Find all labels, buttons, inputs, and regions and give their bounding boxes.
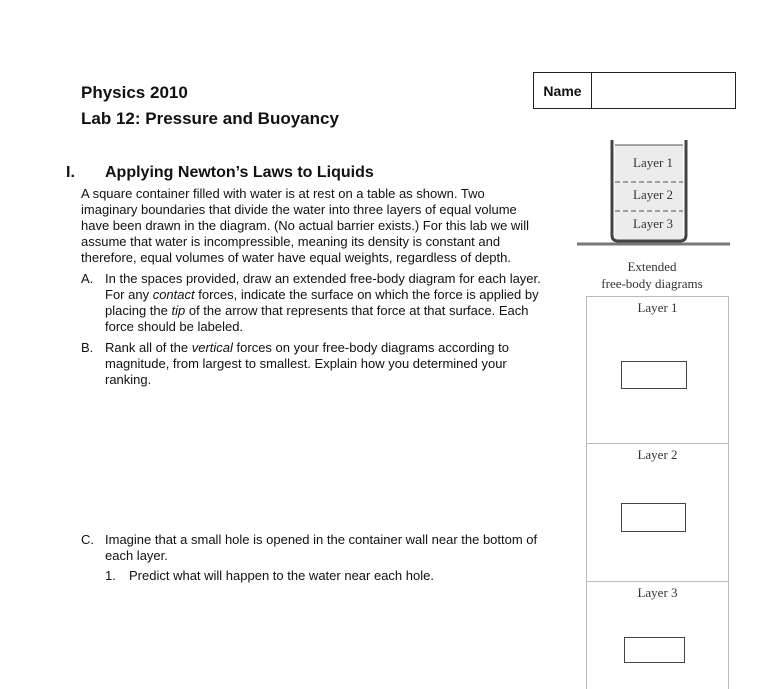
subitem-number: 1. <box>105 568 116 583</box>
layer-label: Layer 2 <box>633 187 674 202</box>
text-run: magnitude, from largest to smallest. Explain how you determined your <box>105 356 507 371</box>
item-letter: A. <box>81 271 94 286</box>
course-title: Physics 2010 <box>81 83 188 102</box>
fbd-panel-layer-3[interactable] <box>586 581 729 689</box>
item-text <box>105 340 509 388</box>
item-line <box>105 303 541 319</box>
layer-label: Layer 1 <box>633 155 674 170</box>
panel-label: Layer 1 <box>637 300 678 315</box>
layer-label: Layer 3 <box>633 216 674 231</box>
text-run: In the spaces provided, draw an extended free-body diagram for each layer. <box>105 271 541 286</box>
answer-box[interactable] <box>621 361 687 389</box>
item-text <box>105 532 537 564</box>
item-line <box>105 340 509 356</box>
answer-box[interactable] <box>624 637 685 663</box>
caption-line2: free-body diagrams <box>601 276 703 291</box>
lab-title: Lab 12: Pressure and Buoyancy <box>81 109 339 128</box>
text-run: force should be labeled. <box>105 319 244 334</box>
item-letter: C. <box>81 532 94 547</box>
section-number: I. <box>66 164 75 181</box>
text-run: For any <box>105 287 153 302</box>
name-field[interactable] <box>533 72 736 109</box>
text-run: Imagine that a small hole is opened in the container wall near the bottom of <box>105 532 538 547</box>
item-letter: B. <box>81 340 94 355</box>
text-run: forces on your free-body diagrams according to <box>232 340 509 355</box>
panel-label: Layer 2 <box>637 447 678 462</box>
emphasis: contact <box>152 287 195 302</box>
emphasis: vertical <box>191 340 233 355</box>
text-run: ranking. <box>105 372 152 387</box>
fbd-panel-layer-2[interactable] <box>586 443 729 582</box>
intro-line: therefore, equal volumes of water have equal weights, regardless of depth. <box>81 250 511 265</box>
intro-line: A square container filled with water is at rest on a table as shown. Two <box>81 186 485 201</box>
intro-line: imaginary boundaries that divide the water into three layers of equal volume <box>81 202 517 217</box>
text-run: each layer. <box>105 548 168 563</box>
text-run: Rank all of the <box>105 340 192 355</box>
subitem-text: Predict what will happen to the water near each hole. <box>129 568 434 583</box>
item-line <box>105 287 541 303</box>
intro-line: have been drawn in the diagram. (No actual barrier exists.) For this lab we will <box>81 218 529 233</box>
panel-label: Layer 3 <box>637 585 678 600</box>
emphasis: tip <box>171 303 186 318</box>
section-heading: Applying Newton’s Laws to Liquids <box>105 164 374 181</box>
name-label: Name <box>534 73 592 108</box>
text-run: placing the <box>105 303 172 318</box>
item-line <box>105 548 537 564</box>
item-line <box>105 356 509 372</box>
item-line <box>105 271 541 287</box>
item-line <box>105 532 537 548</box>
fbd-panel-layer-1[interactable] <box>586 296 729 444</box>
item-text <box>105 271 541 335</box>
intro-line: assume that water is incompressible, meaning its density is constant and <box>81 234 501 249</box>
text-run: of the arrow that represents that force at that surface. Each <box>185 303 529 318</box>
intro-paragraph <box>81 186 529 266</box>
caption-line1: Extended <box>627 259 677 274</box>
item-line <box>105 372 509 388</box>
text-run: forces, indicate the surface on which the force is applied by <box>194 287 539 302</box>
answer-box[interactable] <box>621 503 686 532</box>
item-line <box>105 319 541 335</box>
